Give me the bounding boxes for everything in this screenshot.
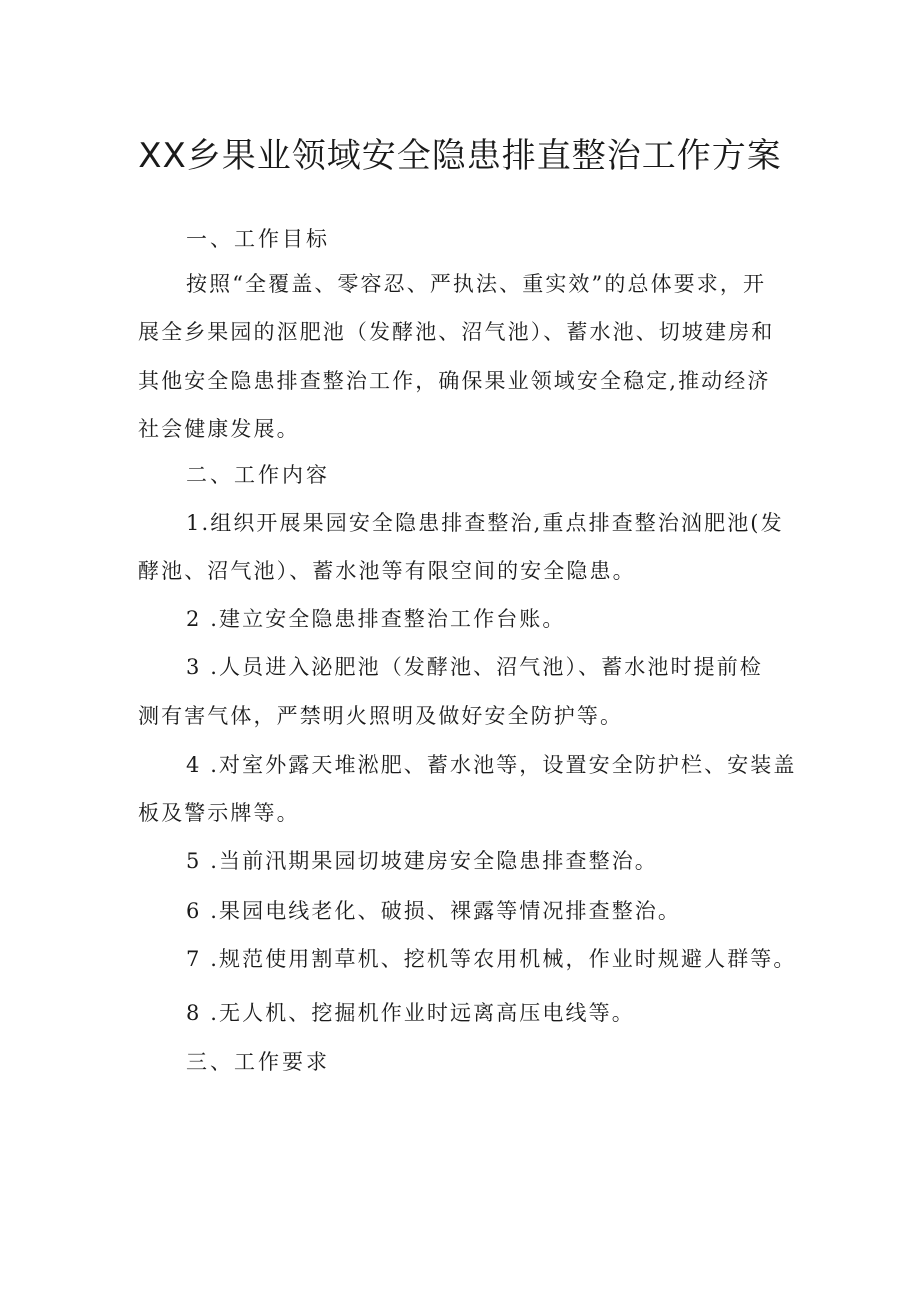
paragraph-line: 社会健康发展。 <box>138 417 300 441</box>
document-title: XX乡果业领域安全隐患排直整治工作方案 <box>138 136 782 176</box>
list-item: 3 .人员进入泌肥池（发酵池、沼气池）、蓄水池时提前检 <box>186 655 763 679</box>
list-item: 6 .果园电线老化、破损、裸露等情况排查整治。 <box>186 899 682 923</box>
paragraph-line: 展全乡果园的沤肥池（发酵池、沼气池）、蓄水池、切坡建房和 <box>138 320 775 344</box>
list-item: 2 .建立安全隐患排查整治工作台账。 <box>186 607 566 631</box>
list-item: 1.组织开展果园安全隐患排查整治,重点排查整治汹肥池(发 <box>186 511 784 535</box>
list-item: 7 .规范使用割草机、挖机等农用机械，作业时规避人群等。 <box>186 947 797 971</box>
paragraph-line: 其他安全隐患排查整治工作，确保果业领域安全稳定,推动经济 <box>138 369 771 393</box>
list-item-continuation: 板及警示牌等。 <box>138 801 300 825</box>
paragraph-line: 按照“全覆盖、零容忍、严执法、重实效”的总体要求，开 <box>186 272 767 296</box>
list-item-continuation: 酵池、沼气池）、蓄水池等有限空间的安全隐患。 <box>138 559 636 583</box>
section-heading-2: 二、工作内容 <box>186 463 330 487</box>
section-heading-3: 三、工作要求 <box>186 1050 330 1074</box>
list-item: 4 .对室外露天堆淞肥、蓄水池等，设置安全防护栏、安装盖 <box>186 753 797 777</box>
section-heading-1: 一、工作目标 <box>186 227 330 251</box>
list-item: 5 .当前汛期果园切坡建房安全隐患排查整治。 <box>186 849 658 873</box>
list-item-continuation: 测有害气体，严禁明火照明及做好安全防护等。 <box>138 704 624 728</box>
list-item: 8 .无人机、挖掘机作业时远离高压电线等。 <box>186 1001 635 1025</box>
